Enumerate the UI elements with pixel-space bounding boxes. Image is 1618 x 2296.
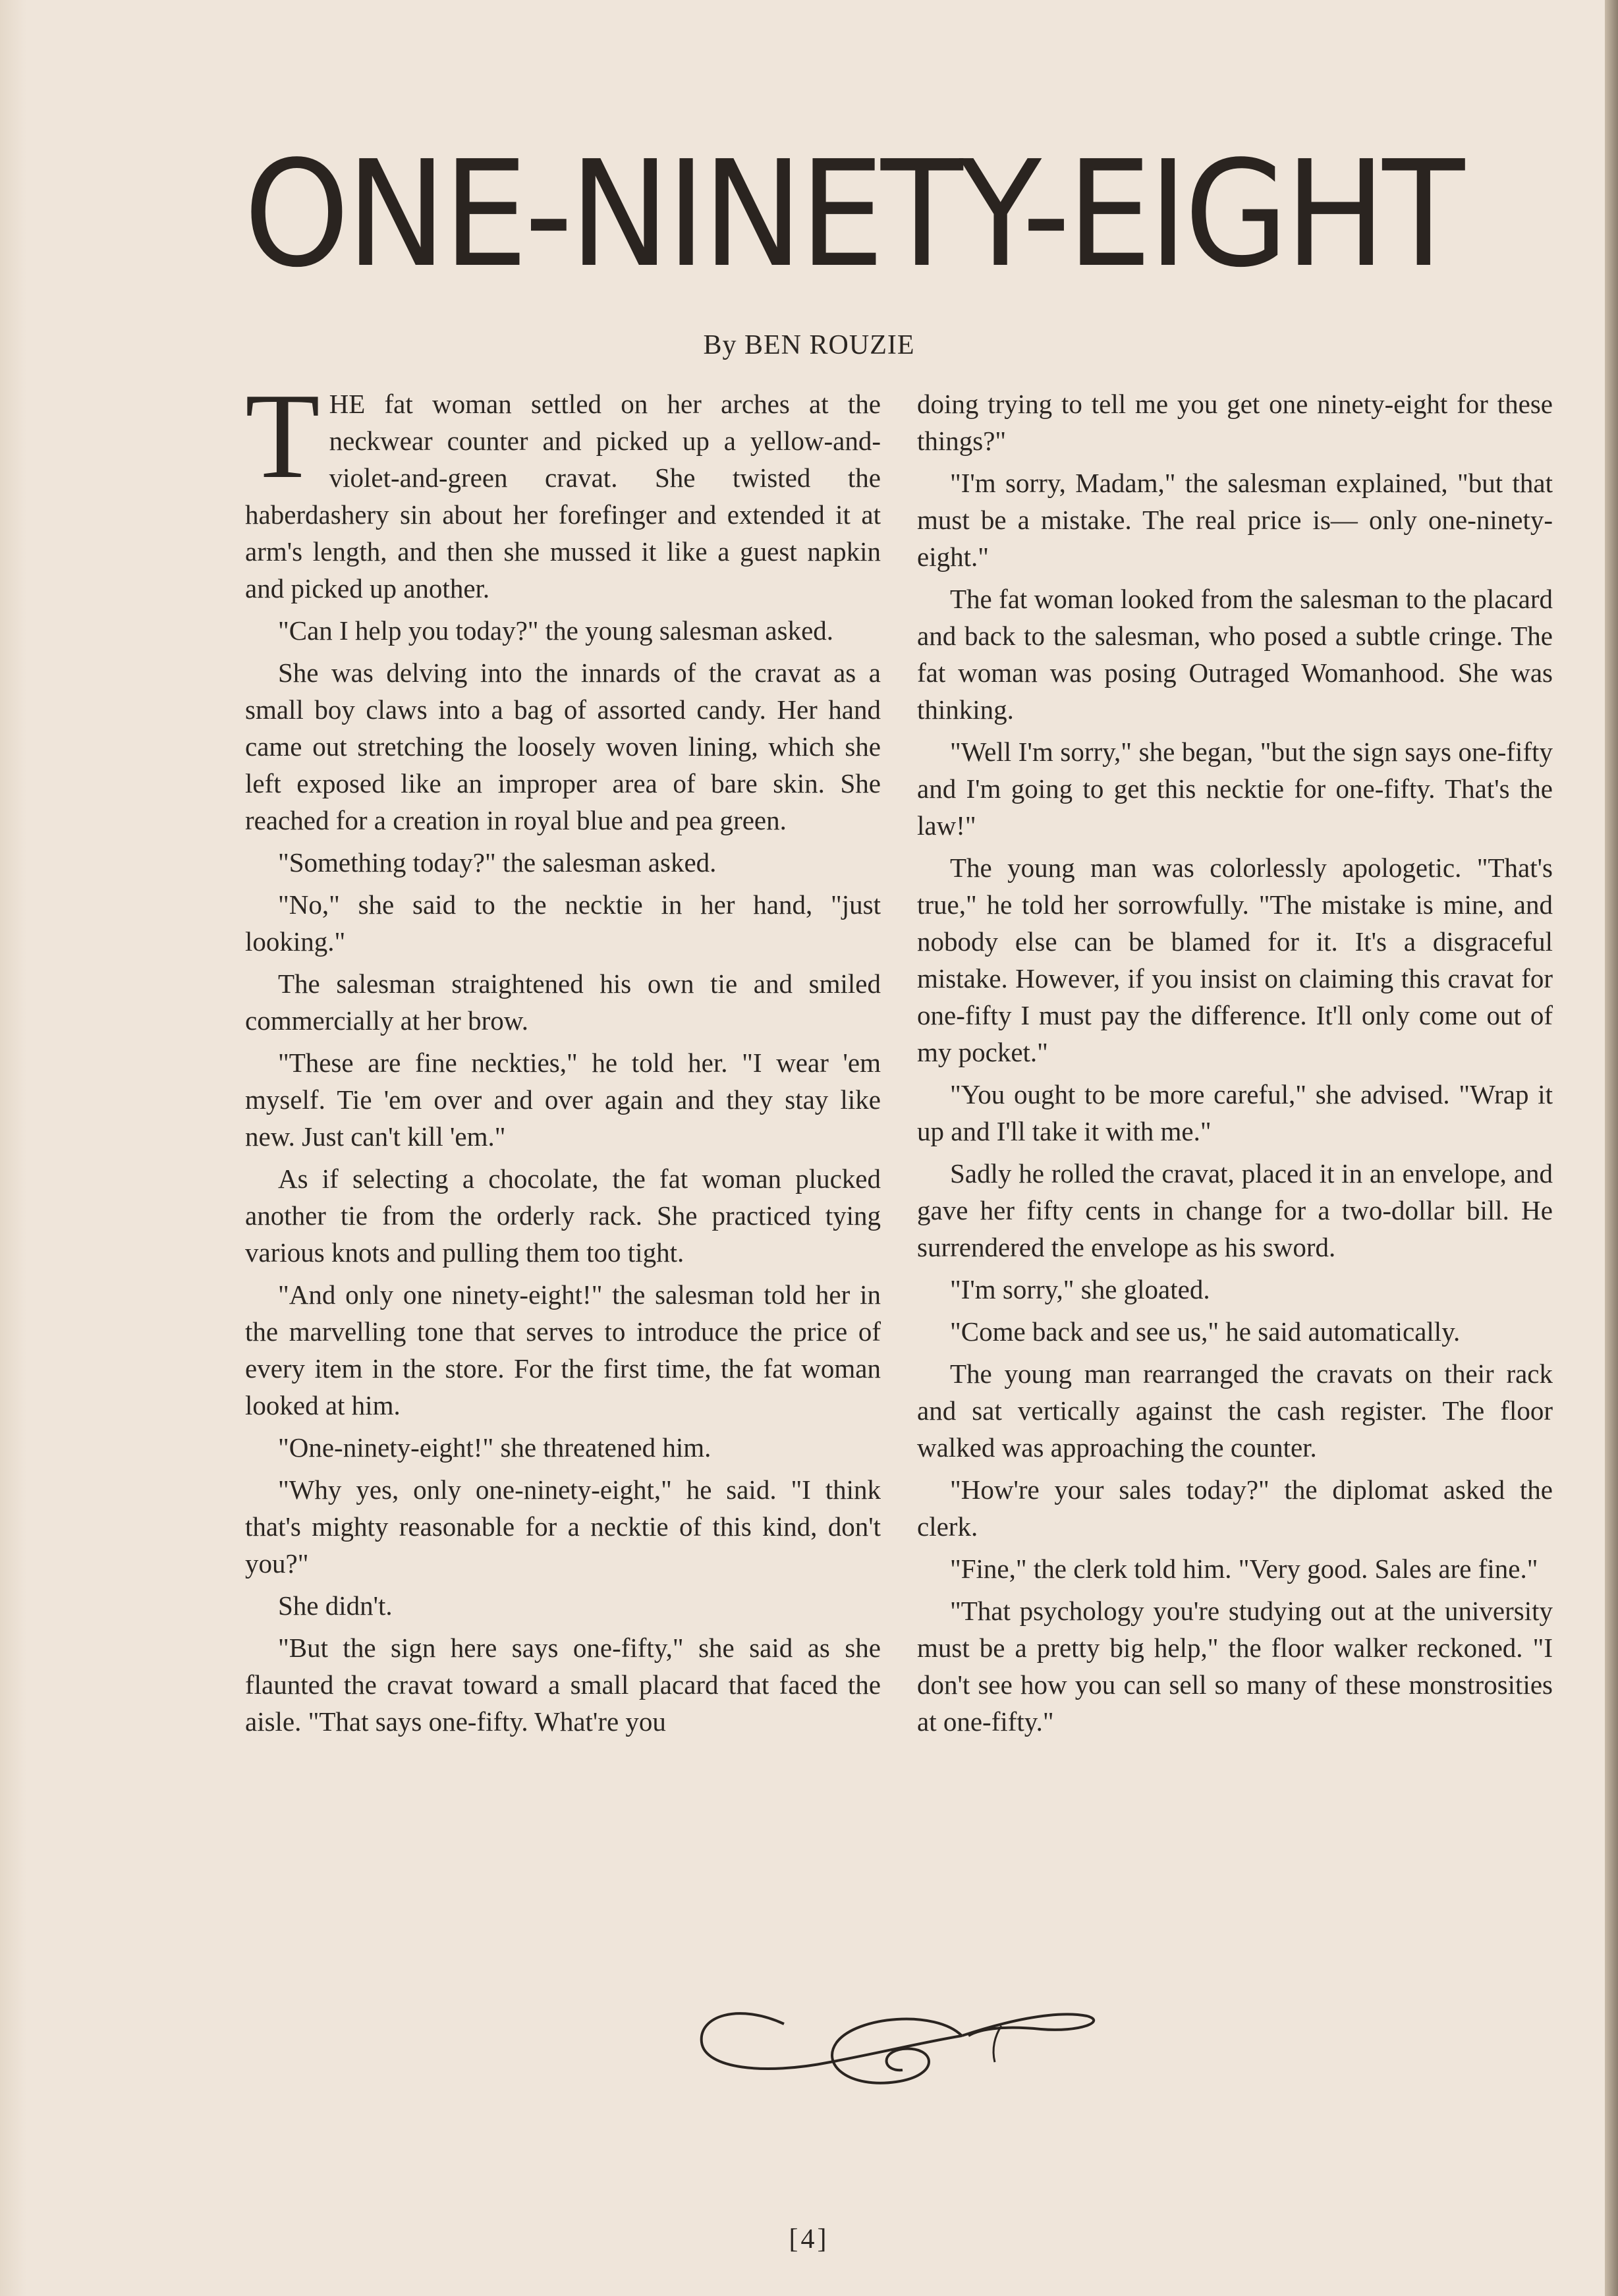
paragraph: "Fine," the clerk told him. "Very good. Sales are fine." [950, 1554, 1538, 1584]
opening-paragraph [245, 368, 881, 607]
paragraph: She didn't. [278, 1590, 393, 1621]
continued-paragraph: doing trying to tell me you get one ninety-eight for these things?" [917, 389, 1553, 456]
paragraph: "Well I'm sorry," she began, "but the sign says one-fifty and I'm going to get this necktie for one-fifty. That's the law!" [917, 737, 1553, 841]
drop-cap: T [245, 368, 320, 504]
right-column [917, 385, 1553, 1745]
paragraph: "I'm sorry," she gloated. [950, 1274, 1210, 1304]
page-number: [4] [789, 2224, 829, 2254]
byline: By BEN ROUZIE [703, 330, 915, 360]
flourish-ornament-icon [685, 1996, 1107, 2095]
paragraph: The fat woman looked from the salesman to the placard and back to the salesman, who posed a subtle cringe. The fat woman was posing Outraged Womanhood. She was thinking. [917, 584, 1553, 725]
paragraph: "And only one ninety-eight!" the salesman told her in the marvelling tone that serves to introduce the price of every item in the store. For the first time, the fat woman looked at him. [245, 1279, 881, 1420]
paragraph: "No," she said to the necktie in her hand, "just looking." [245, 889, 881, 957]
paragraph: "That psychology you're studying out at the university must be a pretty big help," the floor walker reckoned. "I don't see how you can sell so many of these monstrosities at one-fifty." [917, 1596, 1553, 1737]
story-title: ONE-NINETY-EIGHT [244, 130, 1461, 300]
paragraph: "How're your sales today?" the diplomat asked the clerk. [917, 1474, 1553, 1542]
paragraph: The young man rearranged the cravats on their rack and sat vertically against the cash register. The floor walked was approaching the counter. [917, 1358, 1553, 1463]
paragraph: "Come back and see us," he said automatically. [950, 1316, 1461, 1347]
paragraph: "These are fine neckties," he told her. "I wear 'em myself. Tie 'em over and over again and they stay like new. Just can't kill 'em." [245, 1048, 881, 1152]
paragraph: "You ought to be more careful," she advised. "Wrap it up and I'll take it with me." [917, 1079, 1553, 1146]
left-column [245, 368, 881, 1745]
paragraph: "Why yes, only one-ninety-eight," he said. "I think that's mighty reasonable for a necktie of this kind, don't you?" [245, 1474, 881, 1579]
paragraph: The young man was colorlessly apologetic. "That's true," he told her sorrowfully. "The mistake is mine, and nobody else can be blamed for it. It's a disgraceful mistake. However, if you insist on claiming this cravat for one-fifty I must pay the difference. It'll only come out of my pocket." [917, 853, 1553, 1067]
paragraph: "I'm sorry, Madam," the salesman explained, "but that must be a mistake. The real price is— only one-ninety-eight." [917, 468, 1553, 572]
paragraph: She was delving into the innards of the cravat as a small boy claws into a bag of assorted candy. Her hand came out stretching the loosely woven lining, which she left exposed like an improper area of bare skin. She reached for a creation in royal blue and pea green. [245, 658, 881, 835]
paragraph: As if selecting a chocolate, the fat woman plucked another tie from the orderly rack. She practiced tying various knots and pulling them too tight. [245, 1163, 881, 1268]
paragraph: "Something today?" the salesman asked. [278, 847, 717, 878]
paragraph: The salesman straightened his own tie and smiled commercially at her brow. [245, 968, 881, 1036]
paragraph: "Can I help you today?" the young salesman asked. [278, 615, 834, 646]
paragraph: "But the sign here says one-fifty," she said as she flaunted the cravat toward a small placard that faced the aisle. "That says one-fifty. What're you [245, 1633, 881, 1737]
opening-paragraph-text: HE fat woman settled on her arches at the neckwear counter and picked up a yellow-and-violet-and-green cravat. She twisted the haberdashery sin about her forefinger and extended it at arm's length, and then she mussed it like a guest napkin and picked up another. [245, 389, 881, 603]
paragraph: Sadly he rolled the cravat, placed it in an envelope, and gave her fifty cents in change for a two-dollar bill. He surrendered the envelope as his sword. [917, 1158, 1553, 1262]
paragraph: "One-ninety-eight!" she threatened him. [278, 1432, 711, 1463]
